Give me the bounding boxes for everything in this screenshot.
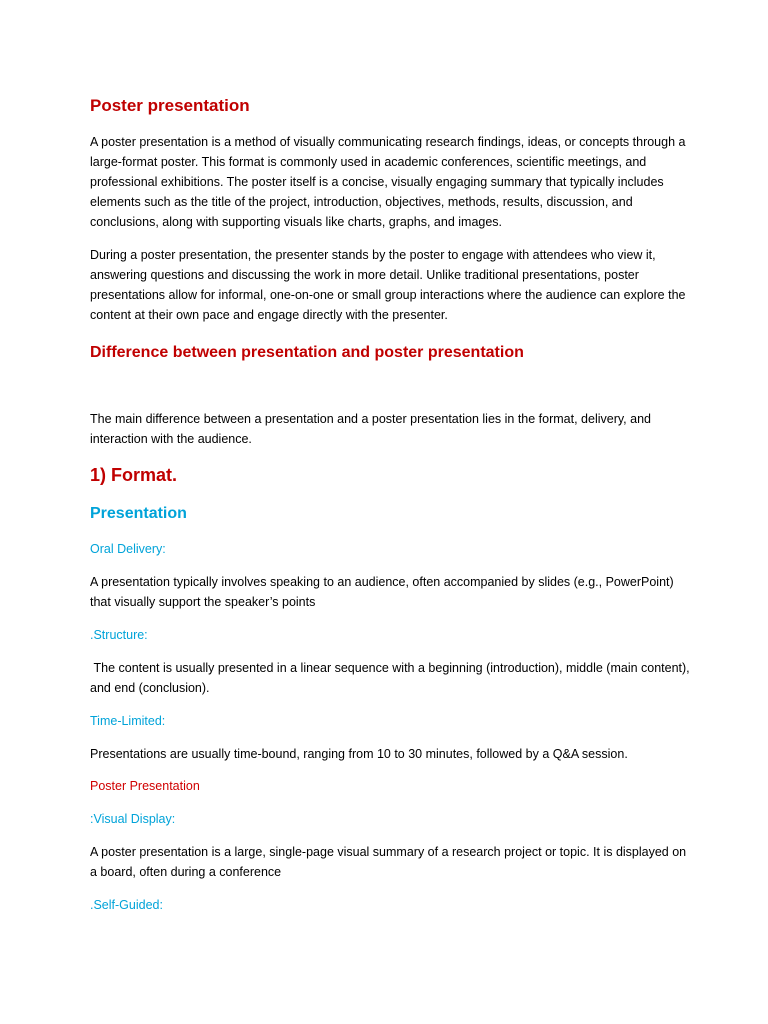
format-heading: 1) Format. [90,465,178,485]
intro-paragraph-1: A poster presentation is a method of visually communicating research findings, ideas, or concepts through a large-format poster. This format is commonly used in academic conferences, scientific meetings, and professional exhibitions. The poster itself is a concise, visually engaging summary that typically includes elements such as the title of the project, introduction, objectives, methods, results, discussion, and conclusions, along with supporting visuals like charts, graphs, and images. [90,135,686,229]
document-content [90,94,694,915]
document-title: Poster presentation [90,96,250,115]
poster-presentation-label: Poster Presentation [90,779,200,793]
time-limited-text: Presentations are usually time-bound, ranging from 10 to 30 minutes, followed by a Q&A session. [90,747,628,761]
presentation-heading: Presentation [90,505,187,522]
difference-heading: Difference between presentation and poster presentation [90,344,524,361]
time-limited-label: Time-Limited: [90,714,166,728]
self-guided-label: .Self-Guided: [90,898,163,912]
oral-delivery-text: A presentation typically involves speaking to an audience, often accompanied by slides (e.g., PowerPoint) that visually support the speaker’s points [90,575,674,609]
structure-label: .Structure: [90,628,148,642]
structure-text: The content is usually presented in a linear sequence with a beginning (introduction), middle (main content), and end (conclusion). [90,661,694,695]
intro-paragraph-2: During a poster presentation, the presenter stands by the poster to engage with attendees who view it, answering questions and discussing the work in more detail. Unlike traditional presentations, poster presentations allow for informal, one-on-one or small group interactions where the audience can explore the content at their own pace and engage directly with the presenter. [90,248,686,322]
visual-display-text: A poster presentation is a large, single-page visual summary of a research project or topic. It is displayed on a board, often during a conference [90,845,687,879]
visual-display-label: :Visual Display: [90,812,176,826]
difference-paragraph: The main difference between a presentation and a poster presentation lies in the format, delivery, and interaction with the audience. [90,412,651,446]
oral-delivery-label: Oral Delivery: [90,542,166,556]
